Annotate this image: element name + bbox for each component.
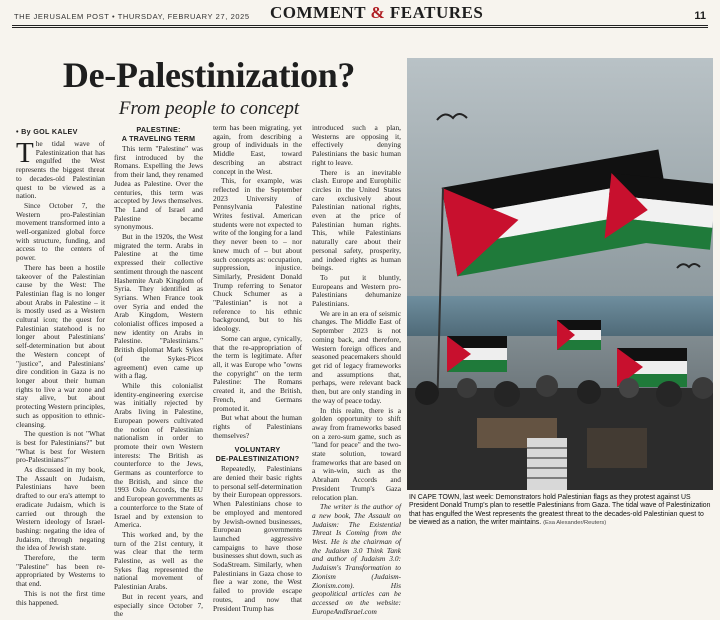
protest-flags-image	[407, 58, 713, 490]
section-heading: PALESTINE: A TRAVELING TERM	[121, 125, 196, 143]
paragraph: As discussed in my book, The Assault on Judaism, Palestinians have been drafted to our era's attempt to eradicate Judaism, which is carried out through the Western ideology of Israel-bashing: negating the idea of Judaism, through negating the idea of Jewish state.	[16, 465, 105, 553]
section-heading: VOLUNTARY DE-PALESTINIZATION?	[215, 445, 300, 463]
header-rule-thin	[12, 27, 708, 28]
paragraph: This is not the first time this happened.	[16, 588, 105, 607]
paragraph: There has been a hostile takeover of the Palestinian cause by the West: The Palestinian flag is no longer about Arabs in Palestine – it is mostly used as a Western cultural icon; the quest for Palestinian statehood is no longer about Palestinians' self-determination but about the Western concept of "justice", and Palestinians' dire condition in Gaza is no longer about their human rights to live a war zone and stay alive, but about protecting Western principles, such as opposition to ethnic-cleansing.	[16, 262, 105, 429]
paragraph: But in recent years, and especially since October 7, the	[114, 591, 203, 619]
article-column-1	[16, 137, 105, 608]
paragraph: This term "Palestine" was first introduced by the Romans. Expelling the Jews from their land, they renamed Judea as Palestine. Over the centuries, this term was accepted by Jews themselves. The Land of Israel and Palestine became synonymous.	[114, 144, 203, 232]
paragraph: Since October 7, the Western pro-Palestinian movement transformed into a well-organized global force with structure, funding, and access to the centers of power.	[16, 200, 105, 263]
paragraph: Some can argue, cynically, that the re-appropriation of the term is legitimate. After all, it was Europe who "owns the copyright" on the term Palestine: The Romans created it, and the British, French, and Germans promoted it.	[213, 333, 302, 413]
paragraph: introduced such a plan, Westerns are opposing it, effectively denying Palestinians the basic human right to leave.	[312, 123, 401, 167]
author-bio: The writer is the author of a new book, The Assault on Judaism: The Existential Threat Is Coming from the West. He is the chairman of the Judaism 3.0 Think Tank and author of Judaism 3.0: Judaism's Transformation to Zionism (Judaism-Zionism.com). His geopolitical articles can be accessed on the website: EuropeAndIsrael.com	[312, 502, 401, 616]
paragraph: While this colonialist identity-engineering exercise was initially rejected by Arabs living in Palestine, European powers cultivated the notion of Palestinian nationalism in order to promote their own Western interests: The British as counterforce to the Jews, Germans as counterforce to the British, and since the 1993 Oslo Accords, the EU and European governments as a counterforce to the State of Israel and by extension to America.	[114, 380, 203, 530]
paragraph: But in the 1920s, the West migrated the term. Arabs in Palestine at the time expressed their collective sentiment through the nascent Hashemite Arab Kingdom of Syria. They identified as Syrians. When France took over Syria and ended the Arab Kingdom, Western colonialist offices imposed a new identity on Arabs in Palestine. "Palestinians." British diplomat Mark Sykes (of the Sykes-Picot agreement) even came up with a flag.	[114, 232, 203, 381]
paragraph: This, for example, was reflected in the September 2023 University of Pennsylvania Palestine Writes festival. American students were not expected to write of the longing for a land they never been to – nor knew much of – but about such concepts as: occupation, suppression, injustice. Similarly, President Donald Trump referring to Senator Chuck Schumer as a "Palestinian" is not a reference to his ethnic background, but to his ideology.	[213, 176, 302, 334]
paragraph: This worked and, by the turn of the 21st century, it was clear that the term Palestine, as well as the Sykes flag represented the national movement of Palestinian Arabs.	[114, 529, 203, 592]
paragraph: The question is not "What is best for Palestinians?" but "What is best for Western pro-Palestinians?"	[16, 429, 105, 465]
paragraph: term has been migrating, yet again, from describing a group of individuals in the Middle East, toward describing an abstract concept in the West.	[213, 123, 302, 176]
article-column-2	[114, 124, 203, 620]
paragraph: The tidal wave of Palestinization that has engulfed the West represents the biggest threat to decades-old Palestinian quest to be viewed as a nation.	[16, 137, 105, 201]
headline: De-Palestinization?	[62, 55, 356, 95]
section-title-part2: FEATURES	[389, 3, 484, 22]
page-header	[12, 0, 708, 26]
news-photo	[407, 58, 713, 490]
section-title-ampersand: &	[370, 3, 386, 22]
photo-credit: (Esa Alexander/Reuters)	[543, 519, 607, 526]
section-title	[270, 3, 483, 23]
photo-caption	[409, 494, 711, 527]
publication-dateline: THE JERUSALEM POST • THURSDAY, FEBRUARY 27, 2025	[14, 12, 250, 21]
section-title-part1: COMMENT	[270, 3, 366, 22]
header-rule	[12, 25, 708, 26]
paragraph: There is an inevitable clash. Europe and Europhilic circles in the United States care exclusively about Palestinian national rights, even at the price of Palestinian human rights. This, while Palestinians naturally care about their personal safety, prosperity, and indeed rights as human beings.	[312, 167, 401, 273]
paragraph: In this realm, there is a golden opportunity to shift away from frameworks based on a zero-sum game, such as "land for peace" and the two-state solution, toward frameworks that are based on a win-win, such as the Abraham Accords and President Trump's Gaza relocation plan.	[312, 405, 401, 502]
paragraph: We are in an era of seismic changes. The Middle East of September 2023 is not coming back, and therefore, Western foreign offices and seasoned peacemakers should get rid of legacy frameworks and assumptions that, perhaps, were relevant back then, but are only standing in the way of peace today.	[312, 308, 401, 405]
paragraph: But what about the human rights of Palestinians themselves?	[213, 413, 302, 440]
paragraph: Repeatedly, Palestinians are denied their basic rights to personal self-determination by their European oppressors. When Palestinians chose to be employed and mentored by Jewish-owned businesses, European governments launched aggressive campaigns to have those businesses shut down, such as SodaStream. Similarly, when Palestinians in Gaza chose to flee a war zone, the West failed to provide escape routes, and now that President Trump has	[213, 464, 302, 613]
drop-cap: T	[16, 137, 34, 169]
paragraph: To put it bluntly, Europeans and Western pro-Palestinians dehumanize Palestinians.	[312, 272, 401, 309]
caption-text: IN CAPE TOWN, last week: Demonstrators hold Palestinian flags as they protest against US President Donald Trump's plan to resettle Palestinians from Gaza. The tidal wave of Palestinization that has engulfed the West represents the greatest threat to the decades-old Palestinian quest to be viewed as a nation, the writer maintains.	[409, 494, 711, 526]
subheadline: From people to concept	[118, 98, 300, 119]
paragraph: Therefore, the term "Palestine" has been re-appropriated by Westerns to that end.	[16, 553, 105, 589]
byline: • By GOL KALEV	[16, 127, 78, 136]
article-column-4	[312, 124, 401, 617]
page-number: 11	[694, 10, 706, 22]
article-column-3	[213, 124, 302, 614]
